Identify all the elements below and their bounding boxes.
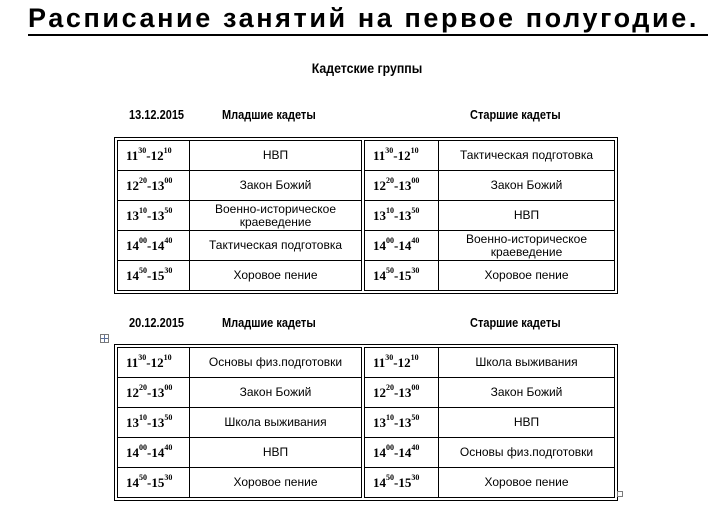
lesson-time: $14^{50}-15^{30}$ xyxy=(118,261,190,291)
lesson-time: $12^{20}-13^{00}$ xyxy=(118,171,190,201)
lesson-time: $14^{50}-15^{30}$ xyxy=(365,261,439,291)
table-row xyxy=(365,438,615,468)
lesson-subject: Военно-историческое краеведение xyxy=(190,201,362,231)
document-title: Расписание занятий на первое полугодие. xyxy=(28,2,708,36)
lesson-time: $14^{00}-14^{40}$ xyxy=(118,231,190,261)
junior-rows xyxy=(118,141,362,291)
lesson-subject: Хоровое пение xyxy=(190,261,362,291)
day-2-senior-table xyxy=(364,347,615,498)
table-row xyxy=(118,231,362,261)
table-row xyxy=(365,141,615,171)
lesson-time: $13^{10}-13^{50}$ xyxy=(118,201,190,231)
move-arrows-icon xyxy=(101,335,108,342)
lesson-subject: Тактическая подготовка xyxy=(439,141,615,171)
lesson-time: $13^{10}-13^{50}$ xyxy=(118,408,190,438)
table-resize-handle[interactable] xyxy=(617,491,623,497)
lesson-subject: Хоровое пение xyxy=(190,468,362,498)
table-row xyxy=(365,408,615,438)
table-row xyxy=(365,171,615,201)
table-row xyxy=(118,171,362,201)
lesson-time: $13^{10}-13^{50}$ xyxy=(365,408,439,438)
lesson-time: $14^{00}-14^{40}$ xyxy=(118,438,190,468)
lesson-subject: Основы физ.подготовки xyxy=(439,438,615,468)
table-row xyxy=(118,408,362,438)
day-2-date: 20.12.2015 xyxy=(129,316,185,330)
lesson-time: $11^{30}-12^{10}$ xyxy=(118,348,190,378)
lesson-time: $14^{00}-14^{40}$ xyxy=(365,438,439,468)
lesson-subject: НВП xyxy=(190,438,362,468)
day-1-schedule-table xyxy=(114,137,618,294)
day-1-junior-table xyxy=(117,140,362,291)
lesson-subject: Школа выживания xyxy=(190,408,362,438)
table-row xyxy=(365,231,615,261)
lesson-subject: Хоровое пение xyxy=(439,261,615,291)
lesson-subject: НВП xyxy=(439,408,615,438)
table-row xyxy=(365,261,615,291)
table-row xyxy=(365,348,615,378)
lesson-time: $11^{30}-12^{10}$ xyxy=(365,141,439,171)
day-1-junior-header: Младшие кадеты xyxy=(222,108,316,122)
table-row xyxy=(118,378,362,408)
lesson-subject: Хоровое пение xyxy=(439,468,615,498)
lesson-time: $12^{20}-13^{00}$ xyxy=(365,171,439,201)
table-row xyxy=(365,378,615,408)
day-1-date: 13.12.2015 xyxy=(129,108,185,122)
lesson-time: $14^{50}-15^{30}$ xyxy=(365,468,439,498)
senior-rows xyxy=(365,348,615,498)
lesson-subject: Закон Божий xyxy=(439,378,615,408)
lesson-subject: Тактическая подготовка xyxy=(190,231,362,261)
lesson-time: $11^{30}-12^{10}$ xyxy=(118,141,190,171)
day-2-junior-table xyxy=(117,347,362,498)
table-row xyxy=(365,468,615,498)
lesson-subject: Школа выживания xyxy=(439,348,615,378)
lesson-time: $11^{30}-12^{10}$ xyxy=(365,348,439,378)
day-2-junior-header: Младшие кадеты xyxy=(222,316,316,330)
lesson-time: $14^{00}-14^{40}$ xyxy=(365,231,439,261)
day-2-senior-header: Старшие кадеты xyxy=(470,316,561,330)
lesson-time: $14^{50}-15^{30}$ xyxy=(118,468,190,498)
lesson-subject: Военно-историческое краеведение xyxy=(439,231,615,261)
lesson-time: $12^{20}-13^{00}$ xyxy=(365,378,439,408)
table-row xyxy=(365,201,615,231)
day-2-schedule-table xyxy=(114,344,618,501)
lesson-subject: Закон Божий xyxy=(439,171,615,201)
lesson-time: $12^{20}-13^{00}$ xyxy=(118,378,190,408)
table-row xyxy=(118,261,362,291)
groups-subtitle: Кадетские группы xyxy=(311,60,423,76)
senior-rows xyxy=(365,141,615,291)
table-row xyxy=(118,468,362,498)
table-row xyxy=(118,141,362,171)
junior-rows xyxy=(118,348,362,498)
day-1-senior-table xyxy=(364,140,615,291)
day-1-senior-header: Старшие кадеты xyxy=(470,108,561,122)
table-move-handle[interactable] xyxy=(100,334,109,343)
lesson-subject: Закон Божий xyxy=(190,378,362,408)
lesson-subject: НВП xyxy=(190,141,362,171)
table-row xyxy=(118,201,362,231)
lesson-subject: НВП xyxy=(439,201,615,231)
lesson-subject: Основы физ.подготовки xyxy=(190,348,362,378)
lesson-time: $13^{10}-13^{50}$ xyxy=(365,201,439,231)
lesson-subject: Закон Божий xyxy=(190,171,362,201)
table-row xyxy=(118,438,362,468)
table-row xyxy=(118,348,362,378)
